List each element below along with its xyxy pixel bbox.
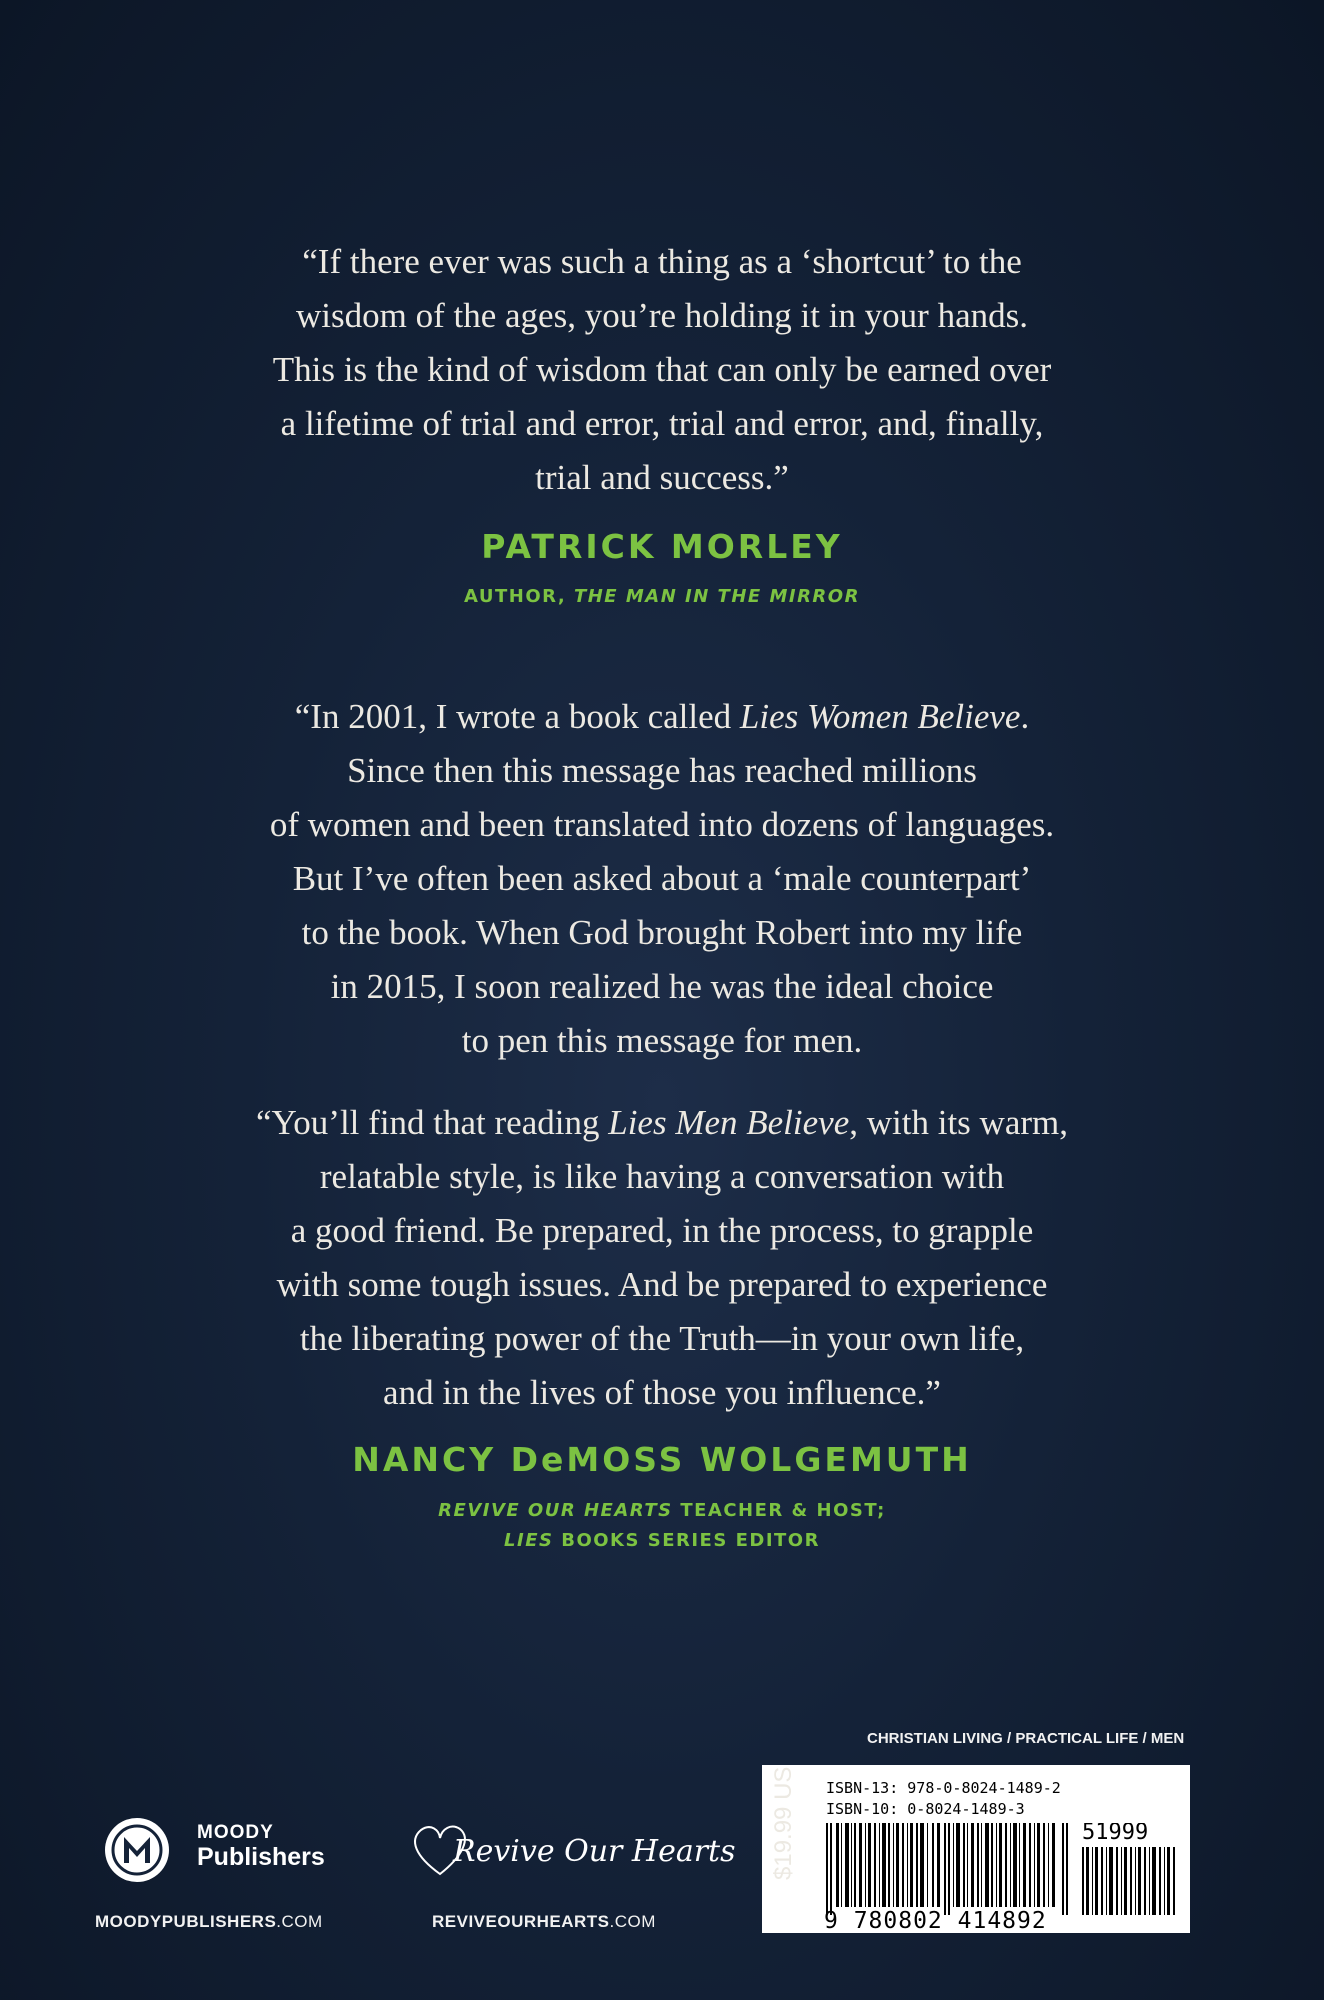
quote-line: But I’ve often been asked about a ‘male counterpart’	[292, 859, 1032, 898]
quote-line: of women and been translated into dozens of languages.	[269, 805, 1055, 844]
isbn-10: ISBN-10: 0-8024-1489-3	[826, 1800, 1025, 1818]
author-name-wolgemuth: NANCY DeMOSS WOLGEMUTH	[352, 1440, 972, 1479]
quote-line: to the book. When God brought Robert into my life	[301, 913, 1023, 952]
moody-logo-line2: Publishers	[197, 1843, 325, 1871]
moody-url[interactable]: MOODYPUBLISHERS.COM	[95, 1912, 323, 1931]
barcode-block	[762, 1765, 1190, 1933]
category-label: CHRISTIAN LIVING / PRACTICAL LIFE / MEN	[867, 1730, 1185, 1747]
moody-logo-line1: MOODY	[197, 1822, 274, 1843]
quote-line: a lifetime of trial and error, trial and error, and, finally,	[280, 404, 1044, 443]
quote-line: “In 2001, I wrote a book called Lies Women Believe.	[294, 697, 1030, 736]
quote-wolgemuth-2	[0, 1096, 1324, 1420]
quote-line: in 2015, I soon realized he was the ideal choice	[330, 967, 994, 1006]
barcode-digits: 9 780802 414892	[824, 1908, 1047, 1934]
quote-morley	[0, 235, 1324, 505]
author-title-wolgemuth: REVIVE OUR HEARTS TEACHER & HOST; LIES BOOKS SERIES EDITOR	[438, 1500, 886, 1551]
quote-line: “You’ll find that reading Lies Men Believe, with its warm,	[256, 1103, 1068, 1142]
quote-line: the liberating power of the Truth—in your own life,	[299, 1319, 1025, 1358]
revive-logo-text: Revive Our Hearts	[453, 1834, 736, 1869]
quote-line: Since then this message has reached millions	[347, 751, 977, 790]
price-label: $19.99 US	[770, 1766, 797, 1880]
quote-line: a good friend. Be prepared, in the process, to grapple	[290, 1211, 1034, 1250]
quote-line: relatable style, is like having a conversation with	[319, 1157, 1005, 1196]
isbn-13: ISBN-13: 978-0-8024-1489-2	[826, 1779, 1061, 1797]
quote-wolgemuth-1	[0, 690, 1324, 1068]
addon-digits: 51999	[1082, 1823, 1149, 1845]
moody-m-icon	[102, 1815, 172, 1885]
moody-logo	[102, 1815, 172, 1885]
quote-line: to pen this message for men.	[461, 1021, 863, 1060]
author-title-morley: AUTHOR, THE MAN IN THE MIRROR	[464, 586, 860, 607]
barcode-addon	[1080, 1823, 1180, 1915]
quote-line: “If there ever was such a thing as a ‘shortcut’ to the	[302, 242, 1022, 281]
revive-our-hearts-logo	[405, 1812, 736, 1892]
revive-url[interactable]: REVIVEOURHEARTS.COM	[432, 1912, 656, 1931]
quote-line: and in the lives of those you influence.”	[383, 1373, 941, 1412]
quote-line: trial and success.”	[535, 458, 789, 497]
author-name-morley: PATRICK MORLEY	[481, 527, 843, 566]
barcode-main	[824, 1823, 1074, 1915]
quote-line: with some tough issues. And be prepared to experience	[276, 1265, 1048, 1304]
quote-line: wisdom of the ages, you’re holding it in your hands.	[296, 296, 1028, 335]
quote-line: This is the kind of wisdom that can only be earned over	[272, 350, 1052, 389]
